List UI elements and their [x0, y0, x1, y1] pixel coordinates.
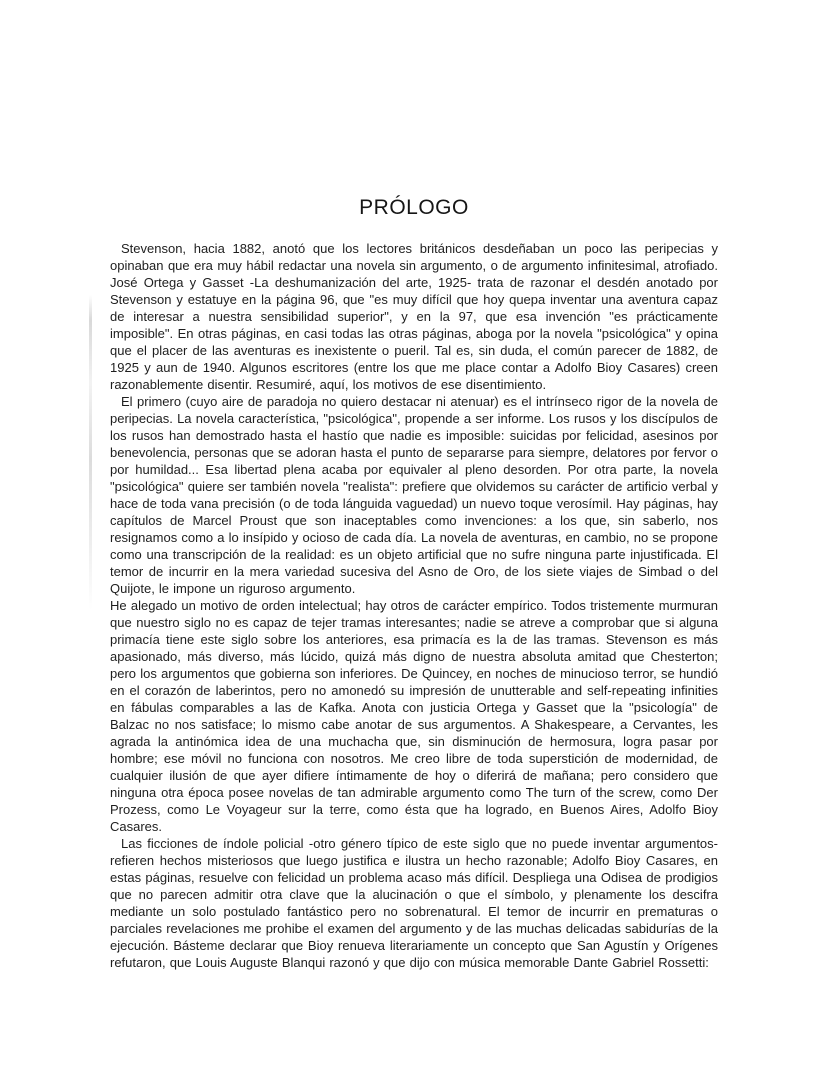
paragraph: He alegado un motivo de orden intelectual; hay otros de carácter empírico. Todos tristemente murmuran que nuestro siglo no es capaz de tejer tramas interesantes; nadie se atreve a comprobar que si alguna primacía tiene este siglo sobre los anteriores, esa primacía es la de las tramas. Stevenson es más apasionado, más diverso, más lúcido, quizá más digno de nuestra absoluta amitad que Chesterton; pero los argumentos que gobierna son inferiores. De Quincey, en noches de minucioso terror, se hundió en el corazón de laberintos, pero no amonedó su impresión de unutterable and self-repeating infinities en fábulas comparables a las de Kafka. Anota con justicia Ortega y Gasset que la "psicología" de Balzac no nos satisface; lo mismo cabe anotar de sus argumentos. A Shakespeare, a Cervantes, les agrada la antinómica idea de una muchacha que, sin disminución de hermosura, logra pasar por hombre; ese móvil no funciona con nosotros. Me creo libre de toda superstición de modernidad, de cualquier ilusión de que ayer difiere íntimamente de hoy o diferirá de mañana; pero considero que ninguna otra época posee novelas de tan admirable argumento como The turn of the screw, como Der Prozess, como Le Voyageur sur la terre, como ésta que ha logrado, en Buenos Aires, Adolfo Bioy Casares.	[110, 598, 718, 834]
paragraph: Las ficciones de índole policial -otro género típico de este siglo que no puede inventar argumentos- refieren hechos misteriosos que luego justifica e ilustra un hecho razonable; Adolfo Bioy Casares, en estas páginas, resuelve con felicidad un problema acaso más difícil. Despliega una Odisea de prodigios que no parecen admitir otra clave que la alucinación o que el símbolo, y plenamente los descifra mediante un solo postulado fantástico pero no sobrenatural. El temor de incurrir en prematuras o parciales revelaciones me prohibe el examen del argumento y de las muchas delicadas sabidurías de la ejecución. Básteme declarar que Bioy renueva literariamente un concepto que San Agustín y Orígenes refutaron, que Louis Auguste Blanqui razonó y que dijo con música memorable Dante Gabriel Rossetti:	[110, 836, 718, 970]
paragraph: El primero (cuyo aire de paradoja no quiero destacar ni atenuar) es el intrínseco rigor de la novela de peripecias. La novela característica, "psicológica", propende a ser informe. Los rusos y los discípulos de los rusos han demostrado hasta el hastío que nadie es imposible: suicidas por felicidad, asesinos por benevolencia, personas que se adoran hasta el punto de separarse para siempre, delatores por fervor o por humildad... Esa libertad plena acaba por equivaler al pleno desorden. Por otra parte, la novela "psicológica" quiere ser también novela "realista": prefiere que olvidemos su carácter de artificio verbal y hace de toda vana precisión (o de toda lánguida vaguedad) un nuevo toque verosímil. Hay páginas, hay capítulos de Marcel Proust que son inaceptables como invenciones: a los que, sin saberlo, nos resignamos como a lo insípido y ocioso de cada día. La novela de aventuras, en cambio, no se propone como una transcripción de la realidad: es un objeto artificial que no sufre ninguna parte injustificada. El temor de incurrir en la mera variedad sucesiva del Asno de Oro, de los siete viajes de Simbad o del Quijote, le impone un riguroso argumento.	[110, 394, 718, 596]
document-body	[110, 240, 718, 971]
scan-artifact	[89, 295, 92, 610]
paragraph: Stevenson, hacia 1882, anotó que los lectores británicos desdeñaban un poco las peripecias y opinaban que era muy hábil redactar una novela sin argumento, o de argumento infinitesimal, atrofiado. José Ortega y Gasset -La deshumanización del arte, 1925- trata de razonar el desdén anotado por Stevenson y estatuye en la página 96, que "es muy difícil que hoy quepa inventar una aventura capaz de interesar a nuestra sensibilidad superior", y en la 97, que esa invención "es prácticamente imposible". En otras páginas, en casi todas las otras páginas, aboga por la novela "psicológica" y opina que el placer de las aventuras es inexistente o pueril. Tal es, sin duda, el común parecer de 1882, de 1925 y aun de 1940. Algunos escritores (entre los que me place contar a Adolfo Bioy Casares) creen razonablemente disentir. Resumiré, aquí, los motivos de ese disentimiento.	[110, 241, 718, 392]
page-title: PRÓLOGO	[359, 196, 469, 219]
document-page	[110, 196, 718, 971]
